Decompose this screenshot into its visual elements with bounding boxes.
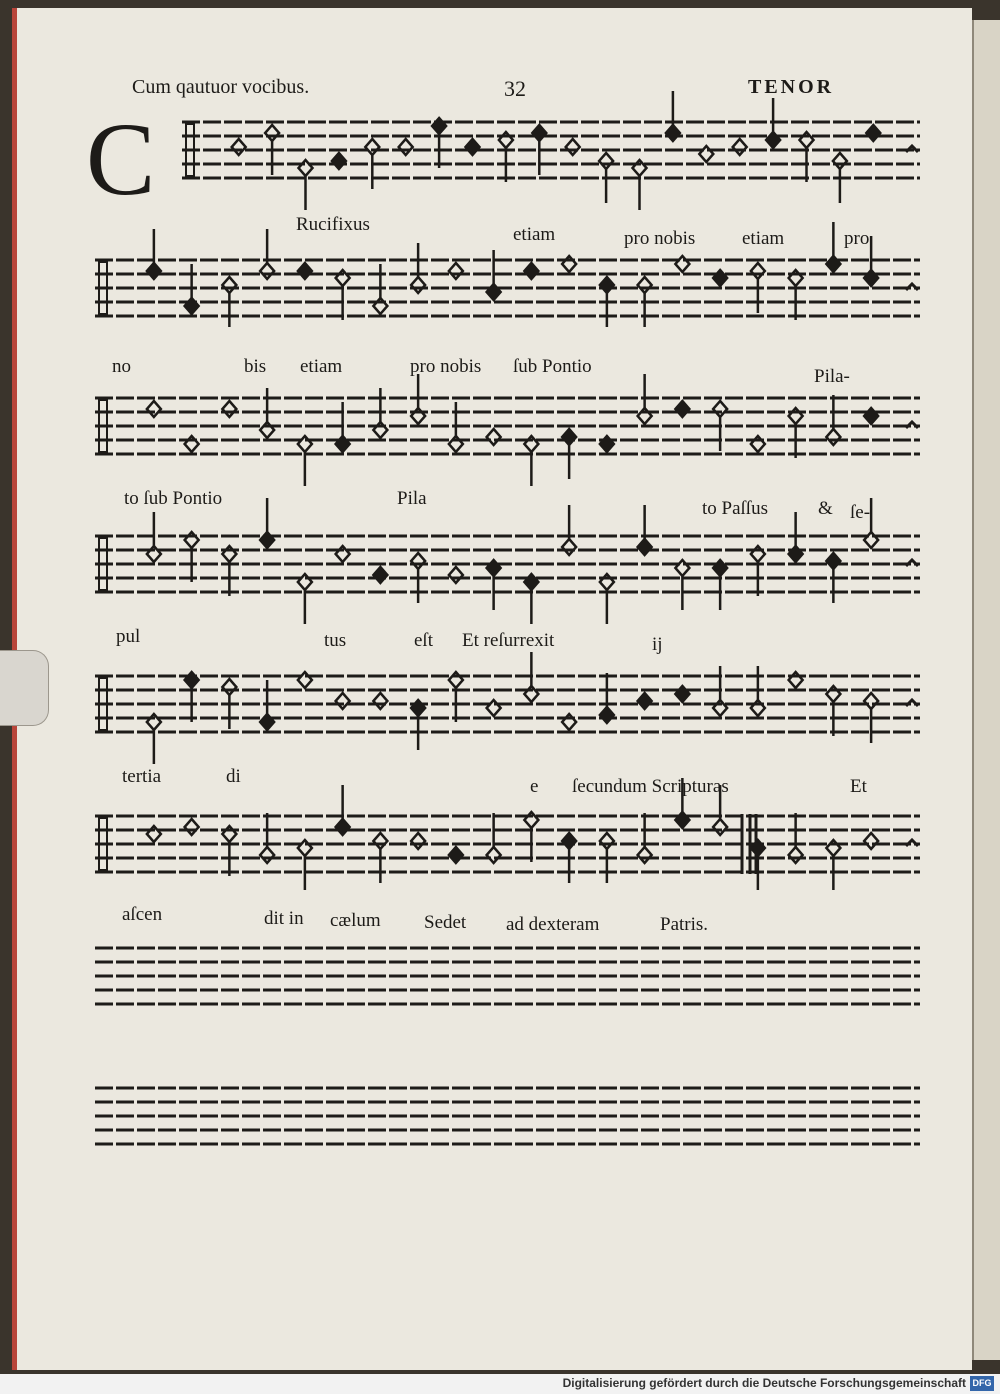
lyric: ad dexteram <box>506 914 600 935</box>
note-head <box>411 700 425 716</box>
custos-mark <box>906 700 918 706</box>
note-head <box>675 686 689 702</box>
note-head <box>399 139 413 155</box>
note-head <box>733 139 747 155</box>
note-head <box>449 672 463 688</box>
note-head <box>562 539 576 555</box>
note-head <box>599 153 613 169</box>
note-head <box>638 847 652 863</box>
note-head <box>638 693 652 709</box>
note-head <box>336 270 350 286</box>
note-head <box>826 840 840 856</box>
note-head <box>222 826 236 842</box>
note-head <box>260 847 274 863</box>
note-head <box>298 574 312 590</box>
lyric: cælum <box>330 910 381 931</box>
note-head <box>147 714 161 730</box>
lyric: & <box>818 498 833 519</box>
note-head <box>600 574 614 590</box>
custos-mark <box>906 560 918 566</box>
lyric: Et reſurrexit <box>462 630 555 651</box>
note-head <box>298 840 312 856</box>
note-head <box>373 693 387 709</box>
note-head <box>147 546 161 562</box>
note-head <box>826 553 840 569</box>
lyric: dit in <box>264 908 304 929</box>
note-head <box>600 436 614 452</box>
note-head <box>222 277 236 293</box>
note-head <box>185 672 199 688</box>
note-head <box>633 160 647 176</box>
note-head <box>299 160 313 176</box>
lyric: to ſub Pontio <box>124 488 223 509</box>
note-head <box>800 132 814 148</box>
note-head <box>675 812 689 828</box>
note-head <box>487 847 501 863</box>
note-head <box>789 546 803 562</box>
note-head <box>336 819 350 835</box>
lyric: to Paſſus <box>702 498 768 519</box>
note-head <box>260 263 274 279</box>
footer-bar <box>0 1374 1000 1394</box>
note-head <box>432 118 446 134</box>
note-head <box>449 567 463 583</box>
lyric: eſt <box>414 630 433 651</box>
note-head <box>411 277 425 293</box>
note-head <box>562 833 576 849</box>
note-head <box>713 819 727 835</box>
note-head <box>532 125 546 141</box>
note-head <box>411 408 425 424</box>
lyric: di <box>226 766 241 787</box>
note-head <box>185 819 199 835</box>
note-head <box>336 546 350 562</box>
note-head <box>713 401 727 417</box>
note-head <box>675 256 689 272</box>
note-head <box>222 401 236 417</box>
note-head <box>826 686 840 702</box>
note-head <box>666 125 680 141</box>
note-head <box>336 693 350 709</box>
note-head <box>185 298 199 314</box>
note-head <box>562 714 576 730</box>
lyric: pul <box>116 626 141 647</box>
custos-mark <box>906 840 918 846</box>
note-head <box>373 833 387 849</box>
voice-label: TENOR <box>748 76 835 98</box>
note-head <box>833 153 847 169</box>
dfg-logo: DFG <box>970 1376 994 1391</box>
lyric: pro nobis <box>410 356 482 377</box>
note-head <box>449 847 463 863</box>
note-head <box>499 132 513 148</box>
footer-credit: Digitalisierung gefördert durch die Deutsche Forschungsgemeinschaft <box>562 1376 966 1390</box>
note-head <box>713 270 727 286</box>
decorated-initial: C <box>86 102 156 217</box>
note-head <box>260 422 274 438</box>
lyric: pro nobis <box>624 228 696 249</box>
note-head <box>265 125 279 141</box>
note-head <box>566 139 580 155</box>
note-head <box>638 408 652 424</box>
note-head <box>789 672 803 688</box>
note-head <box>751 546 765 562</box>
note-head <box>826 429 840 445</box>
note-head <box>562 429 576 445</box>
lyric: Pila- <box>814 366 850 387</box>
note-head <box>524 812 538 828</box>
note-head <box>298 263 312 279</box>
note-head <box>713 560 727 576</box>
note-head <box>562 256 576 272</box>
lyric: tus <box>324 630 347 651</box>
note-head <box>751 840 765 856</box>
note-head <box>524 686 538 702</box>
note-head <box>298 672 312 688</box>
note-head <box>789 847 803 863</box>
note-head <box>222 679 236 695</box>
note-head <box>449 263 463 279</box>
note-head <box>336 436 350 452</box>
note-head <box>466 139 480 155</box>
note-head <box>185 436 199 452</box>
lyric: bis <box>244 356 267 377</box>
note-head <box>232 139 246 155</box>
note-head <box>260 532 274 548</box>
note-head <box>864 408 878 424</box>
page-number: 32 <box>504 76 526 101</box>
lyric: ſe- <box>850 502 871 523</box>
note-head <box>222 546 236 562</box>
note-head <box>487 429 501 445</box>
note-head <box>789 270 803 286</box>
lyric: Et <box>850 776 867 797</box>
note-head <box>789 408 803 424</box>
lyric: ſub Pontio <box>513 356 592 377</box>
lyric: e <box>530 776 539 797</box>
lyric: ij <box>652 634 663 655</box>
lyric: aſcen <box>122 904 163 925</box>
note-head <box>766 132 780 148</box>
note-head <box>713 700 727 716</box>
note-head <box>638 539 652 555</box>
note-head <box>826 256 840 272</box>
lyric: Sedet <box>424 912 467 933</box>
note-head <box>864 270 878 286</box>
lyric: Rucifixus <box>296 214 370 235</box>
note-head <box>373 298 387 314</box>
lyric: tertia <box>122 766 162 787</box>
note-head <box>866 125 880 141</box>
note-head <box>675 560 689 576</box>
note-head <box>260 714 274 730</box>
note-head <box>524 263 538 279</box>
note-head <box>751 700 765 716</box>
note-head <box>699 146 713 162</box>
note-head <box>147 401 161 417</box>
custos-mark <box>906 422 918 428</box>
note-head <box>147 263 161 279</box>
note-head <box>524 436 538 452</box>
lyric: ſecundum Scripturas <box>572 776 729 797</box>
note-head <box>675 401 689 417</box>
header-title: Cum qautuor vocibus. <box>132 76 310 98</box>
note-head <box>449 436 463 452</box>
note-head <box>864 532 878 548</box>
lyric: pro <box>844 228 870 249</box>
note-head <box>373 422 387 438</box>
lyric: etiam <box>513 224 556 245</box>
note-head <box>864 833 878 849</box>
note-head <box>332 153 346 169</box>
lyric: etiam <box>300 356 343 377</box>
note-head <box>147 826 161 842</box>
note-head <box>751 436 765 452</box>
note-head <box>600 277 614 293</box>
note-head <box>524 574 538 590</box>
note-head <box>298 436 312 452</box>
note-head <box>411 553 425 569</box>
lyric: etiam <box>742 228 785 249</box>
lyric: no <box>112 356 131 377</box>
custos-mark <box>906 284 918 290</box>
note-head <box>751 263 765 279</box>
note-head <box>864 693 878 709</box>
note-head <box>365 139 379 155</box>
note-head <box>373 567 387 583</box>
note-head <box>600 833 614 849</box>
note-head <box>185 532 199 548</box>
note-head <box>411 833 425 849</box>
lyric: Patris. <box>660 914 709 935</box>
note-head <box>638 277 652 293</box>
note-head <box>600 707 614 723</box>
lyric: Pila <box>397 488 427 509</box>
note-head <box>487 700 501 716</box>
note-head <box>487 560 501 576</box>
note-head <box>487 284 501 300</box>
